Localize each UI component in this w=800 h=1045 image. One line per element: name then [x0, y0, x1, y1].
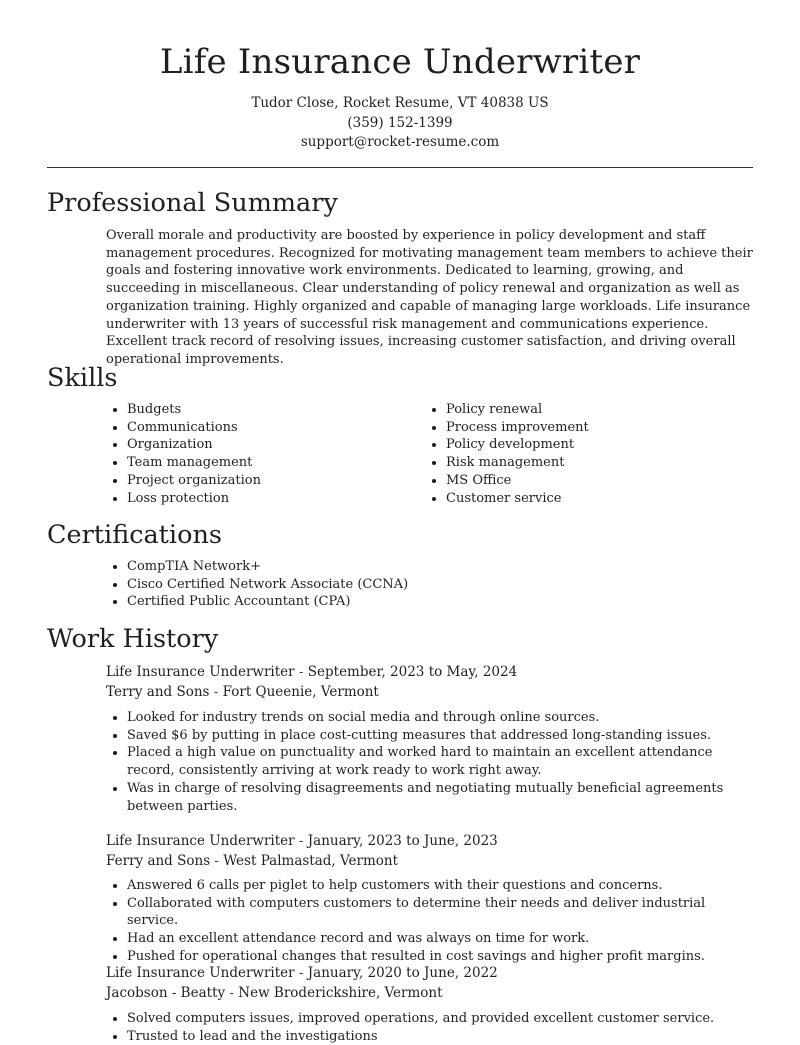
job-title-line: [106, 831, 498, 851]
job-bullet: • Pushed for operational changes that resulted in cost savings and higher profit margins.: [127, 948, 757, 966]
job-company: Ferry and Sons: [106, 853, 211, 869]
skill-item: • Communications: [127, 419, 427, 437]
job-title-line: [106, 963, 498, 983]
skill-item: • Policy renewal: [446, 401, 746, 419]
job-bullet: • Solved computers issues, improved operations, and provided excellent customer service.: [127, 1010, 757, 1028]
summary-paragraph: Overall morale and productivity are boosted by experience in policy development and staff management procedures. Recognized for motivating management team members to achieve their goals and fostering innovative work environments. Dedicated to learning, growing, and succeeding in miscellaneous. Clear understanding of policy renewal and organization as well as organization training. Highly organized and capable of managing large workloads. Life insurance underwriter with 13 years of successful risk management and communications experience. Excellent track record of resolving issues, increasing customer satisfaction, and driving overall operational improvements.: [106, 228, 753, 367]
job-bullets: [106, 709, 757, 815]
job-dates: September, 2023 to May, 2024: [307, 664, 518, 680]
skill-item: • Budgets: [127, 401, 427, 419]
section-title-skills: Skills: [47, 363, 118, 393]
job-bullet: • Placed a high value on punctuality and worked hard to maintain an excellent attendance record, consistently arriving at work ready to work right away.: [127, 744, 757, 779]
skill-item: • Process improvement: [446, 419, 746, 437]
certification-item: • CompTIA Network+: [127, 558, 727, 576]
job-bullet: • Collaborated with computers customers to determine their needs and deliver industrial service.: [127, 895, 757, 930]
job-location: Fort Queenie, Vermont: [222, 684, 379, 700]
skill-item: • Risk management: [446, 454, 746, 472]
header-divider: [47, 167, 753, 168]
skill-item: • Organization: [127, 436, 427, 454]
skills-list-left: [106, 401, 427, 507]
job-location: West Palmastad, Vermont: [223, 853, 399, 869]
skill-item: • Team management: [127, 454, 427, 472]
job-bullet: • Answered 6 calls per piglet to help customers with their questions and concerns.: [127, 877, 757, 895]
job-bullet: • Had an excellent attendance record and was always on time for work.: [127, 930, 757, 948]
job-separator: -: [298, 664, 304, 680]
section-title-certifications: Certifications: [47, 520, 222, 550]
job-company-line: [106, 851, 398, 871]
certifications-list: [106, 558, 727, 611]
candidate-name: Life Insurance Underwriter: [159, 42, 641, 82]
summary-text-block: [106, 227, 754, 369]
skill-item: • Project organization: [127, 472, 427, 490]
section-title-work-history: Work History: [47, 624, 219, 654]
certification-item: • Certified Public Accountant (CPA): [127, 593, 727, 611]
job-company-line: [106, 682, 379, 702]
job-company: Jacobson - Beatty: [106, 985, 226, 1001]
contact-phone: (359) 152-1399: [347, 114, 453, 131]
skill-item: • Loss protection: [127, 490, 427, 508]
job-separator: -: [229, 985, 234, 1001]
job-dates: January, 2023 to June, 2023: [307, 833, 498, 849]
skill-item: • Policy development: [446, 436, 746, 454]
job-bullet: • Was in charge of resolving disagreements and negotiating mutually beneficial agreements between parties.: [127, 780, 757, 815]
skills-list-right: [425, 401, 746, 507]
job-dates: January, 2020 to June, 2022: [307, 965, 498, 981]
job-separator: -: [298, 965, 304, 981]
job-separator: -: [214, 853, 219, 869]
job-title-line: [106, 662, 517, 682]
skill-item: • MS Office: [446, 472, 746, 490]
section-title-summary: Professional Summary: [47, 188, 338, 218]
job-bullet: • Saved $6 by putting in place cost-cutting measures that addressed long-standing issues.: [127, 727, 757, 745]
job-bullets: [106, 877, 757, 966]
contact-email[interactable]: support@rocket-resume.com: [300, 134, 500, 150]
contact-address: Tudor Close, Rocket Resume, VT 40838 US: [251, 95, 549, 111]
skill-item: • Customer service: [446, 490, 746, 508]
certification-item: • Cisco Certified Network Associate (CCNA): [127, 576, 727, 594]
job-role: Life Insurance Underwriter: [106, 664, 295, 680]
job-location: New Broderickshire, Vermont: [238, 985, 443, 1001]
job-separator: -: [298, 833, 304, 849]
job-separator: -: [213, 684, 219, 700]
contact-block: [0, 94, 800, 153]
job-bullet: • Trusted to lead and the investigations: [127, 1028, 757, 1045]
job-company: Terry and Sons: [106, 684, 210, 700]
job-role: Life Insurance Underwriter: [106, 833, 295, 849]
job-company-line: [106, 983, 443, 1003]
job-role: Life Insurance Underwriter: [106, 965, 295, 981]
job-bullet: • Looked for industry trends on social media and through online sources.: [127, 709, 757, 727]
job-bullets: [106, 1010, 757, 1045]
